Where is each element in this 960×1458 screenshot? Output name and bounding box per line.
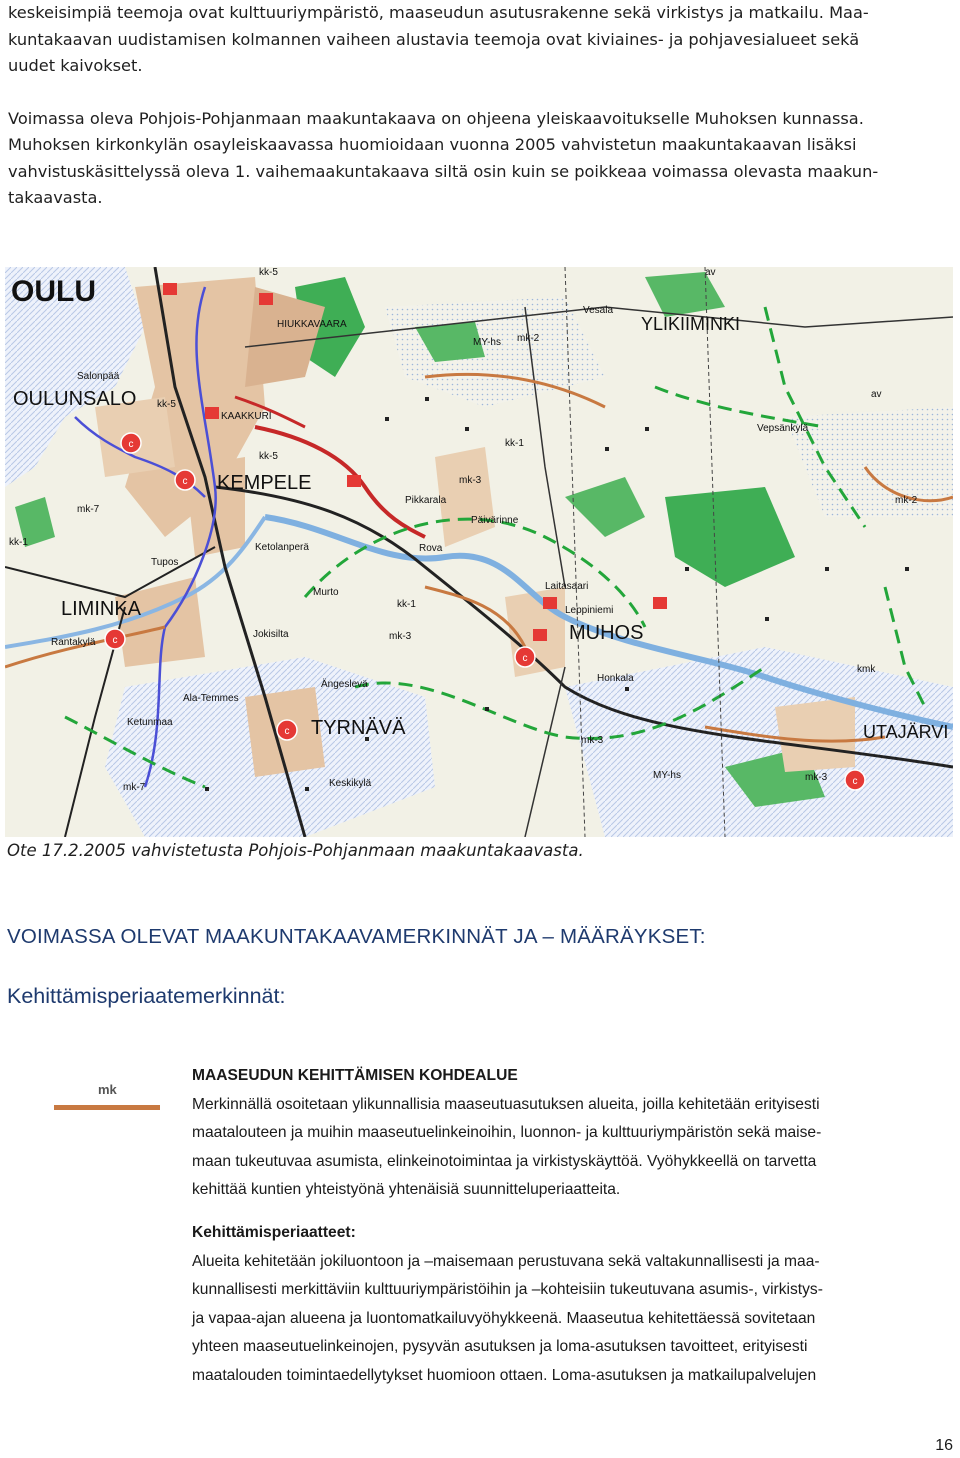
intro-paragraph-1: [8, 0, 952, 80]
text-line: Muhoksen kirkonkylän osayleiskaavassa huomioidaan vuonna 2005 vahvistetun maakuntakaavan lisäksi: [8, 135, 857, 154]
map-label: Päivärinne: [471, 515, 519, 526]
text-line: maatalouteen ja muihin maaseutuelinkeinoihin, luonnon- ja kulttuuriympäristön sekä maise-: [192, 1124, 822, 1141]
urban-area: [775, 697, 855, 772]
map-code: mk-2: [895, 495, 918, 506]
map-code: mk-3: [805, 772, 828, 783]
map-label: Honkala: [597, 673, 634, 684]
map-code: kmk: [857, 664, 876, 675]
legend-description: [192, 1062, 954, 1205]
map-label: Ketunmaa: [127, 717, 173, 728]
intro-text: [8, 0, 952, 238]
svg-text:c: c: [182, 476, 188, 487]
map-label: Pikkarala: [405, 495, 447, 506]
map-label: Ängeslevä: [321, 679, 368, 690]
place-label: OULU: [11, 275, 96, 308]
map-code: mk-7: [123, 782, 146, 793]
map-code: av: [705, 267, 716, 278]
principles-title: Kehittämisperiaatteet:: [192, 1224, 356, 1241]
map-code: mk-3: [581, 735, 604, 746]
map-drawing: [5, 267, 953, 837]
legend-title: MAASEUDUN KEHITTÄMISEN KOHDEALUE: [192, 1067, 518, 1084]
map-label: HIUKKAVAARA: [277, 319, 347, 330]
mk-legend-symbol: [54, 1078, 160, 1118]
place-label: KEMPELE: [217, 472, 312, 494]
map-label: Leppiniemi: [565, 605, 614, 616]
map-label: Vesala: [583, 305, 614, 316]
place-label: LIMINKA: [61, 598, 142, 620]
text-line: yhteen maaseutuelinkeinojen, pysyvän asutuksen ja loma-asutuksen tavoitteet, erityisesti: [192, 1338, 808, 1355]
map-code: kk-1: [505, 438, 524, 449]
section-heading: VOIMASSA OLEVAT MAAKUNTAKAAVAMERKINNÄT JA – MÄÄRÄYKSET:: [7, 925, 706, 948]
text-line: Alueita kehitetään jokiluontoon ja –maisemaan perustuvana sekä valtakunnallisesti ja maa-: [192, 1252, 820, 1270]
map-code: MY-hs: [473, 337, 501, 348]
place-label: MUHOS: [569, 622, 644, 644]
text-line: kuntakaavan uudistamisen kolmannen vaiheen alustavia teemoja ovat kiviaines- ja pohjavesialueet sekä: [8, 29, 860, 49]
map-code: mk-3: [389, 631, 412, 642]
map-label: Rova: [419, 543, 443, 554]
text-line: Merkinnällä osoitetaan ylikunnallisia maaseutuasutuksen alueita, joilla kehitetään erityisesti: [192, 1095, 820, 1113]
text-line: Voimassa oleva Pohjois-Pohjanmaan maakuntakaava on ohjeena yleiskaavoitukselle Muhoksen kunnassa.: [8, 108, 864, 128]
svg-text:c: c: [522, 653, 528, 664]
map-code: mk-2: [517, 333, 540, 344]
subsection-heading: Kehittämisperiaatemerkinnät:: [7, 984, 286, 1008]
text-line: takaavasta.: [8, 188, 103, 207]
svg-text:c: c: [112, 635, 118, 646]
map-label: Murto: [313, 587, 339, 598]
text-line: kehittää kuntien yhteistyönä yhtenäisiä suunnitteluperiaatteita.: [192, 1181, 621, 1198]
map-code: mk-7: [77, 504, 100, 515]
place-label: YLIKIIMINKI: [641, 314, 741, 334]
map-label: Jokisilta: [253, 629, 289, 640]
legend-symbol-label: mk: [98, 1082, 117, 1097]
regional-plan-map: [5, 267, 953, 837]
map-code: kk-5: [259, 267, 278, 278]
map-code: MY-hs: [653, 770, 681, 781]
place-label: TYRNÄVÄ: [311, 717, 406, 739]
text-line: maatalouden toimintaedellytykset huomioon ottaen. Loma-asutuksen ja matkailupalvelujen: [192, 1366, 817, 1384]
map-label: KAAKKURI: [221, 411, 272, 422]
text-line: uudet kaivokset.: [8, 56, 143, 75]
text-line: keskeisimpiä teemoja ovat kulttuuriympäristö, maaseudun asutusrakenne sekä virkistys ja matkailu. Maa-: [8, 3, 869, 22]
intro-paragraph-2: [8, 106, 952, 212]
map-label: Laitasaari: [545, 581, 589, 592]
text-line: kunnallisesti merkittäviin kulttuuriympäristöihin ja –kohteisiin tukeutuvana asumis-, virkistys-: [192, 1281, 823, 1298]
map-code: kk-5: [157, 399, 176, 410]
map-code: mk-3: [459, 475, 482, 486]
map-code: av: [871, 389, 882, 400]
svg-text:c: c: [128, 439, 134, 450]
svg-text:c: c: [284, 726, 290, 737]
map-label: Keskikylä: [329, 778, 372, 789]
legend-line: [54, 1105, 160, 1110]
map-label: Rantakylä: [51, 637, 96, 648]
map-label: Ketolanperä: [255, 542, 309, 553]
map-code: kk-5: [259, 451, 278, 462]
map-label: Salonpää: [77, 371, 120, 382]
map-label: Tupos: [151, 557, 179, 568]
svg-text:c: c: [852, 776, 858, 787]
text-line: vahvistuskäsittelyssä oleva 1. vaihemaakuntakaava siltä osin kuin se poikkeaa voimassa olevasta maakun-: [8, 161, 879, 181]
text-line: ja vapaa-ajan alueena ja luontomatkailuvyöhykkeenä. Maaseutua kehitettäessä sovitetaan: [192, 1309, 816, 1327]
map-caption: Ote 17.2.2005 vahvistetusta Pohjois-Pohjanmaan maakuntakaavasta.: [7, 841, 584, 860]
text-line: maan tukeutuvaa asumista, elinkeinotoimintaa ja virkistyskäyttöä. Vyöhykkeellä on tarvetta: [192, 1152, 817, 1170]
map-code: kk-1: [397, 599, 416, 610]
map-label: Vepsänkylä: [757, 423, 809, 434]
development-principles: [192, 1219, 954, 1390]
place-label: UTAJÄRVI: [863, 722, 949, 742]
place-label: OULUNSALO: [13, 388, 137, 410]
map-code: kk-1: [9, 537, 28, 548]
page-number: 16: [935, 1437, 953, 1454]
map-label: Ala-Temmes: [183, 693, 239, 704]
